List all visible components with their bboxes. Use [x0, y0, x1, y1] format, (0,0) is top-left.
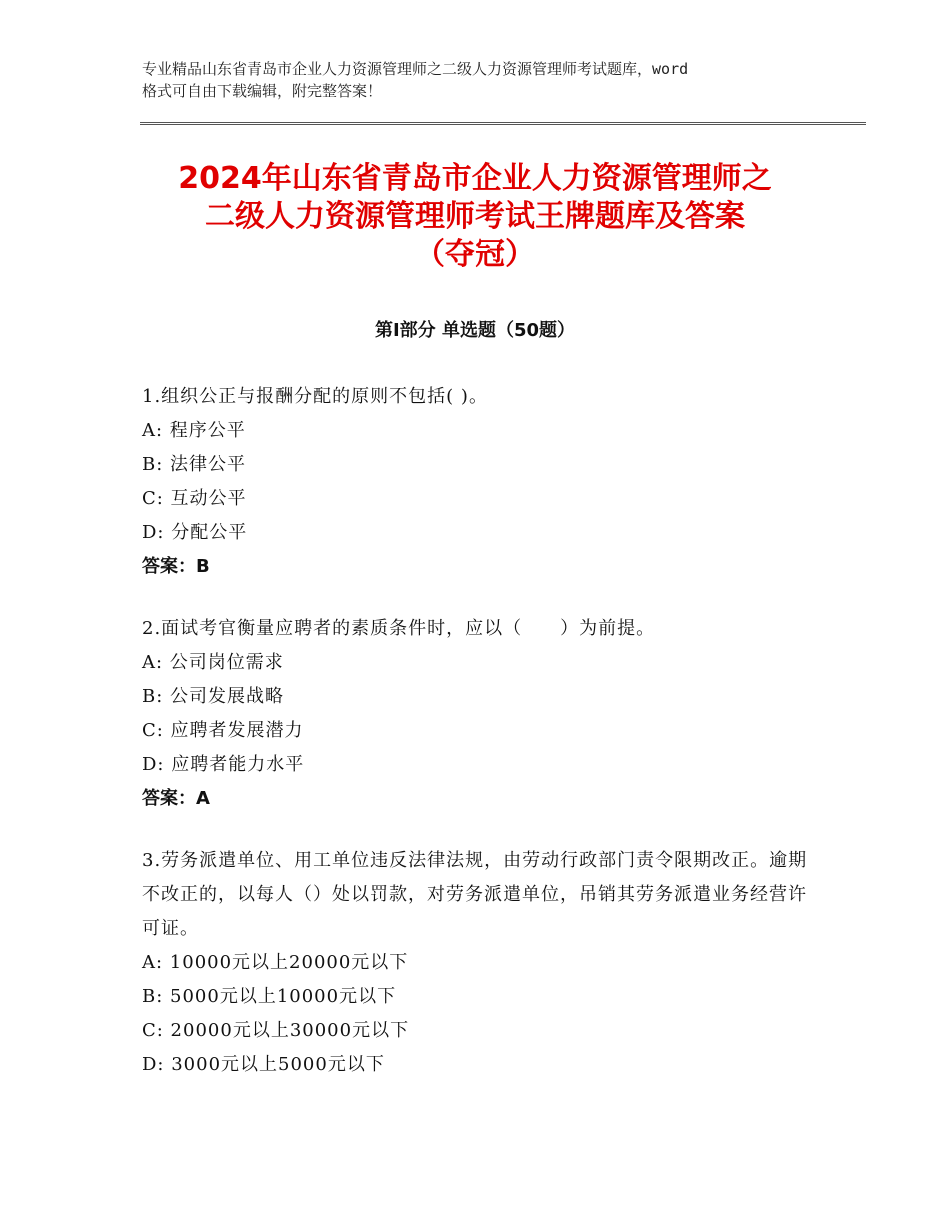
question-item [142, 612, 822, 816]
question-answer: 答案：A [142, 788, 210, 809]
document-title [100, 160, 850, 274]
section-title: 第Ⅰ部分 单选题（50题） [374, 320, 575, 341]
document-title-line-1: 2024年山东省青岛市企业人力资源管理师之 [178, 161, 772, 196]
header-divider [140, 122, 866, 125]
question-option-a: A: 10000元以上20000元以下 [142, 952, 409, 973]
question-item [142, 380, 822, 584]
question-list [142, 380, 822, 1110]
question-option-d: D: 3000元以上5000元以下 [142, 1054, 385, 1075]
question-option-c: C: 互动公平 [142, 488, 247, 509]
header-note: 专业精品山东省青岛市企业人力资源管理师之二级人力资源管理师考试题库，word 格式可自由下载编辑，附完整答案！ [142, 60, 689, 100]
question-answer: 答案：B [142, 556, 210, 577]
question-stem: 1.组织公正与报酬分配的原则不包括( )。 [142, 386, 488, 407]
question-option-b: B: 法律公平 [142, 454, 247, 475]
question-option-a: A: 程序公平 [142, 420, 246, 441]
question-item [142, 844, 822, 1082]
question-stem: 3.劳务派遣单位、用工单位违反法律法规，由劳动行政部门责令限期改正。逾期不改正的，以每人（）处以罚款，对劳务派遣单位，吊销其劳务派遣业务经营许可证。 [142, 850, 808, 939]
document-title-line-2: 二级人力资源管理师考试王牌题库及答案 [205, 199, 745, 234]
question-option-b: B: 5000元以上10000元以下 [142, 986, 397, 1007]
question-stem: 2.面试考官衡量应聘者的素质条件时，应以（ ）为前提。 [142, 618, 656, 639]
question-option-c: C: 20000元以上30000元以下 [142, 1020, 410, 1041]
question-option-a: A: 公司岗位需求 [142, 652, 284, 673]
document-title-line-3: （夺冠） [415, 237, 535, 272]
question-option-b: B: 公司发展战略 [142, 686, 285, 707]
question-option-d: D: 分配公平 [142, 522, 248, 543]
question-option-d: D: 应聘者能力水平 [142, 754, 305, 775]
question-option-c: C: 应聘者发展潜力 [142, 720, 304, 741]
